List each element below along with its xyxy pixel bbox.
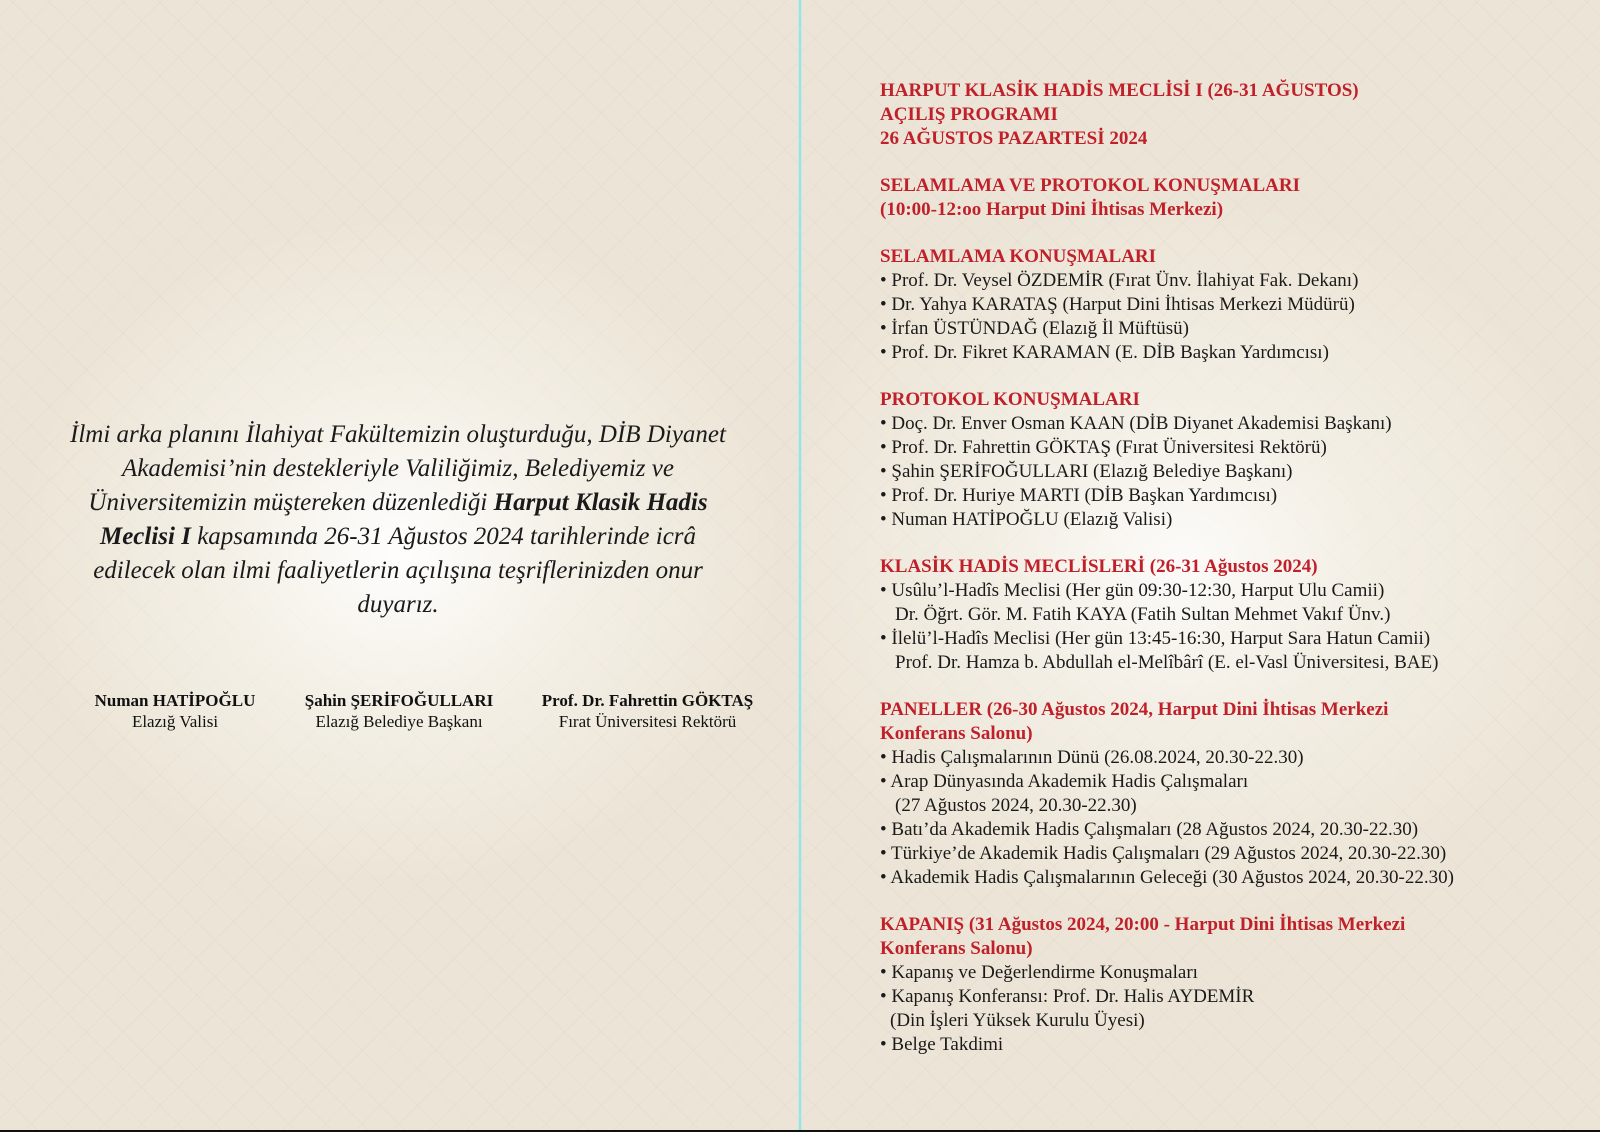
section-heading: SELAMLAMA KONUŞMALARI bbox=[880, 246, 1157, 267]
section-spacer bbox=[880, 890, 1580, 913]
program-item: • Dr. Yahya KARATAŞ (Harput Dini İhtisas Merkezi Müdürü) bbox=[880, 294, 1355, 315]
signature-role: Elazığ Valisi bbox=[131, 712, 219, 731]
section-heading: SELAMLAMA VE PROTOKOL KONUŞMALARI bbox=[880, 175, 1300, 196]
program-item: (Din İşleri Yüksek Kurulu Üyesi) bbox=[890, 1010, 1145, 1031]
signature-role: Elazığ Belediye Başkanı bbox=[315, 712, 483, 731]
program-item: Prof. Dr. Hamza b. Abdullah el-Melîbârî (E. el-Vasl Üniversitesi, BAE) bbox=[895, 652, 1439, 673]
program-item: • Prof. Dr. Huriye MARTI (DİB Başkan Yardımcısı) bbox=[880, 485, 1278, 506]
signature-name: Prof. Dr. Fahrettin GÖKTAŞ bbox=[541, 691, 754, 710]
program-subtitle: AÇILIŞ PROGRAMI bbox=[880, 104, 1058, 125]
program-sections bbox=[880, 151, 1580, 1057]
program-item: (27 Ağustos 2024, 20.30-22.30) bbox=[895, 795, 1137, 816]
signature-rector bbox=[505, 690, 790, 732]
section-spacer bbox=[880, 675, 1580, 698]
program-item: • Doç. Dr. Enver Osman KAAN (DİB Diyanet Akademisi Başkanı) bbox=[880, 413, 1392, 434]
section-heading: KAPANIŞ (31 Ağustos 2024, 20:00 - Harput Dini İhtisas Merkezi bbox=[880, 914, 1406, 935]
program-item: • Usûlu’l-Hadîs Meclisi (Her gün 09:30-12:30, Harput Ulu Camii) bbox=[880, 580, 1385, 601]
program-item: • İlelü’l-Hadîs Meclisi (Her gün 13:45-16:30, Harput Sara Hatun Camii) bbox=[880, 628, 1431, 649]
section-heading: (10:00-12:oo Harput Dini İhtisas Merkezi) bbox=[880, 199, 1224, 220]
program-item: • Türkiye’de Akademik Hadis Çalışmaları (29 Ağustos 2024, 20.30-22.30) bbox=[880, 843, 1447, 864]
section-heading: PANELLER (26-30 Ağustos 2024, Harput Dini İhtisas Merkezi bbox=[880, 699, 1389, 720]
signature-name: Şahin ŞERİFOĞULLARI bbox=[304, 691, 494, 710]
program-date: 26 AĞUSTOS PAZARTESİ 2024 bbox=[880, 128, 1148, 149]
section-spacer bbox=[880, 532, 1580, 555]
signature-mayor bbox=[268, 690, 530, 732]
program-item: • Prof. Dr. Fahrettin GÖKTAŞ (Fırat Üniversitesi Rektörü) bbox=[880, 437, 1327, 458]
section-heading: Konferans Salonu) bbox=[880, 723, 1033, 744]
program-schedule bbox=[880, 79, 1580, 1057]
program-section bbox=[880, 174, 1580, 222]
program-section bbox=[880, 555, 1580, 675]
program-section bbox=[880, 698, 1580, 890]
program-item: • Batı’da Akademik Hadis Çalışmaları (28 Ağustos 2024, 20.30-22.30) bbox=[880, 819, 1419, 840]
section-spacer bbox=[880, 151, 1580, 174]
program-section bbox=[880, 245, 1580, 365]
invitation-event-name: Harput Klasik Hadis Meclisi I bbox=[99, 489, 708, 550]
program-item: • Kapanış Konferansı: Prof. Dr. Halis AYDEMİR bbox=[880, 986, 1255, 1007]
program-item: Dr. Öğrt. Gör. M. Fatih KAYA (Fatih Sultan Mehmet Vakıf Ünv.) bbox=[895, 604, 1391, 625]
section-spacer bbox=[880, 365, 1580, 388]
right-page bbox=[802, 0, 1600, 1130]
program-item: • Prof. Dr. Fikret KARAMAN (E. DİB Başkan Yardımcısı) bbox=[880, 342, 1329, 363]
program-item: • Akademik Hadis Çalışmalarının Geleceği (30 Ağustos 2024, 20.30-22.30) bbox=[880, 867, 1454, 888]
section-heading: Konferans Salonu) bbox=[880, 938, 1033, 959]
invitation-text-segment: İlmi arka planını İlahiyat Fakültemizin oluşturduğu, DİB Diyanet Akademisi’nin destekleriyle Valiliğimiz, Belediyemiz ve Üniversitemizin müştereken düzenlediği bbox=[70, 421, 726, 516]
program-item: • Şahin ŞERİFOĞULLARI (Elazığ Belediye Başkanı) bbox=[880, 461, 1293, 482]
program-section bbox=[880, 913, 1580, 1057]
program-section bbox=[880, 388, 1580, 532]
program-item: • Prof. Dr. Veysel ÖZDEMİR (Fırat Ünv. İlahiyat Fak. Dekanı) bbox=[880, 270, 1359, 291]
program-item: • Belge Takdimi bbox=[880, 1034, 1004, 1055]
program-item: • İrfan ÜSTÜNDAĞ (Elazığ İl Müftüsü) bbox=[880, 318, 1190, 339]
program-item: • Numan HATİPOĞLU (Elazığ Valisi) bbox=[880, 509, 1173, 530]
invitation-text bbox=[70, 418, 726, 622]
program-item: • Kapanış ve Değerlendirme Konuşmaları bbox=[880, 962, 1198, 983]
section-heading: PROTOKOL KONUŞMALARI bbox=[880, 389, 1140, 410]
program-header bbox=[880, 79, 1580, 151]
section-heading: KLASİK HADİS MECLİSLERİ (26-31 Ağustos 2024) bbox=[880, 556, 1318, 577]
signature-name: Numan HATİPOĞLU bbox=[94, 691, 256, 710]
program-item: • Arap Dünyasında Akademik Hadis Çalışmaları bbox=[880, 771, 1249, 792]
program-title: HARPUT KLASİK HADİS MECLİSİ I (26-31 AĞUSTOS) bbox=[880, 80, 1359, 101]
signature-role: Fırat Üniversitesi Rektörü bbox=[558, 712, 737, 731]
section-spacer bbox=[880, 222, 1580, 245]
left-page bbox=[0, 0, 798, 1130]
signature-governor bbox=[50, 690, 300, 732]
invitation-text-segment: kapsamında 26-31 Ağustos 2024 tarihlerinde icrâ edilecek olan ilmi faaliyetlerin açılışına teşriflerinizden onur duyarız. bbox=[93, 523, 703, 618]
signature-block bbox=[50, 690, 754, 740]
program-item: • Hadis Çalışmalarının Dünü (26.08.2024, 20.30-22.30) bbox=[880, 747, 1304, 768]
